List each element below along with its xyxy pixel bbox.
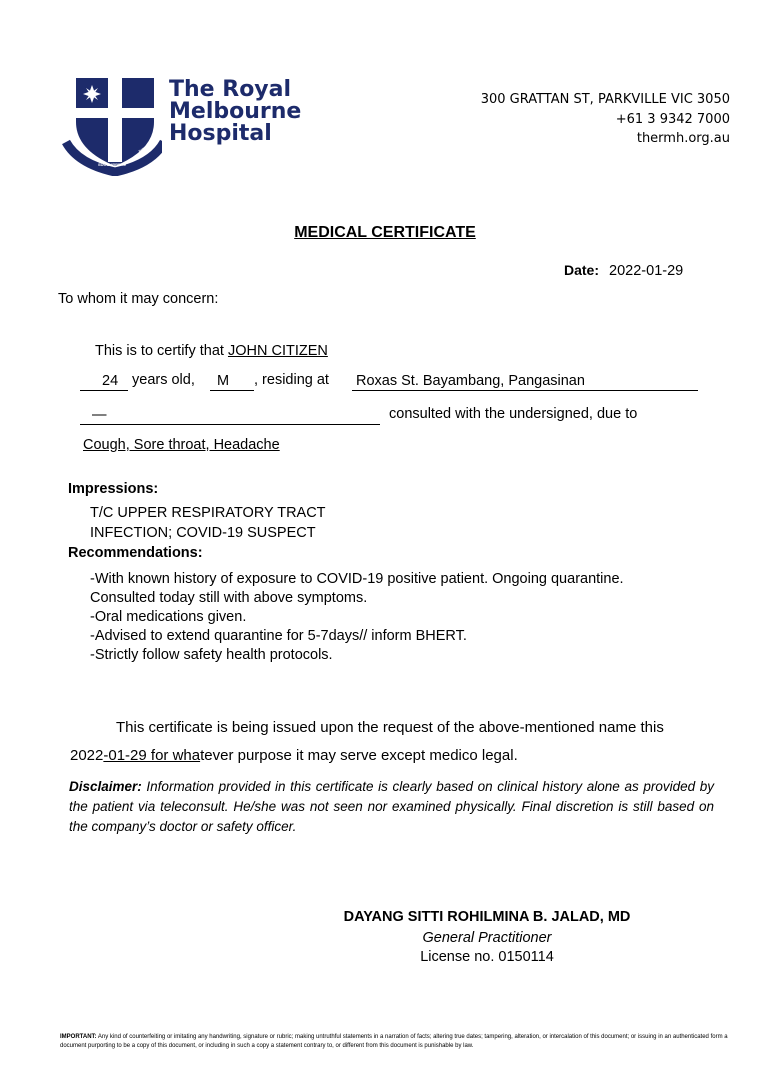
signatory-license: License no. 0150114 — [420, 949, 554, 965]
brand-line-1: The Royal — [169, 77, 292, 102]
impressions-list — [90, 504, 326, 543]
important-notice — [60, 1033, 732, 1051]
brand-line-3: Hospital — [169, 121, 272, 146]
crest-motto-right: DISCO — [137, 143, 152, 154]
crest-icon — [52, 64, 162, 176]
crest-motto-left: NEMINI — [73, 140, 89, 153]
address-field — [352, 372, 698, 391]
signatory-title: General Practitioner — [422, 930, 552, 946]
signatory-name: DAYANG SITTI ROHILMINA B. JALAD, MD — [343, 909, 631, 925]
recommendation-line: -With known history of exposure to COVID-19 positive patient. Ongoing quarantine. — [90, 571, 624, 587]
brand-line-2: Melbourne — [169, 99, 302, 124]
disclaimer-label: Disclaimer: — [69, 779, 142, 794]
address-value: Roxas St. Bayambang, Pangasinan — [356, 373, 585, 389]
sex-value: M — [217, 373, 230, 389]
recommendations-heading: Recommendations: — [68, 545, 203, 561]
consulted-text: consulted with the undersigned, due to — [389, 406, 638, 422]
patient-name: JOHN CITIZEN — [227, 343, 328, 359]
date-label: Date: — [564, 262, 600, 278]
recommendation-line: Consulted today still with above symptoms. — [90, 590, 368, 606]
complaint: Cough, Sore throat, Headache — [83, 437, 280, 453]
issuance-date-underlined: -01-29 for wha — [103, 747, 201, 764]
age-field — [80, 372, 128, 391]
certify-prefix: This is to certify that — [95, 343, 224, 359]
address-cont-field — [80, 406, 380, 425]
disclaimer-text: Information provided in this certificate is clearly based on clinical history alone as provided by the patient via teleconsult. He/she was not seen nor examined physically. Final discretion is still based on the company’s doctor or safety officer. — [69, 779, 714, 834]
impression-line: T/C UPPER RESPIRATORY TRACT — [90, 505, 326, 521]
recommendation-line: -Strictly follow safety health protocols. — [90, 647, 333, 663]
important-label: IMPORTANT: — [60, 1034, 97, 1040]
issuance-date-prefix: 2022 — [70, 747, 104, 764]
hospital-address: 300 GRATTAN ST, PARKVILLE VIC 3050 — [480, 92, 730, 107]
salutation: To whom it may concern: — [58, 291, 219, 307]
certificate-title: MEDICAL CERTIFICATE — [294, 224, 476, 241]
impressions-heading: Impressions: — [68, 481, 159, 497]
address-cont-value: — — [92, 407, 107, 423]
hospital-website: thermh.org.au — [636, 131, 730, 146]
sex-field — [210, 372, 254, 391]
hospital-logo — [52, 64, 314, 176]
impression-line: INFECTION; COVID-19 SUSPECT — [90, 525, 316, 541]
issuance-date-suffix: tever purpose it may serve except medico legal. — [200, 747, 518, 764]
date-value: 2022-01-29 — [609, 263, 684, 279]
recommendations-list — [90, 570, 624, 665]
issuance-line-1: This certificate is being issued upon the request of the above-mentioned name this — [116, 719, 664, 736]
recommendation-line: -Advised to extend quarantine for 5-7days// inform BHERT. — [90, 628, 467, 644]
crest-motto-center: SUCCURRERE — [98, 162, 127, 167]
disclaimer — [69, 777, 714, 837]
certify-line — [95, 343, 328, 359]
important-text: Any kind of counterfeiting or imitating any handwriting, signature or rubric; making untruthful statements in a narration of facts; altering true dates; tampering, alteration, or intercalation of this document; or issuing in an authenticated form a document purporting to be a copy of this document, or including in such a copy a statement contrary to, or different from this document is punishable by law. — [60, 1034, 728, 1049]
years-old-text: years old, — [132, 372, 195, 388]
issuance-line-2 — [70, 747, 518, 764]
recommendation-line: -Oral medications given. — [90, 609, 247, 625]
hospital-phone: +61 3 9342 7000 — [615, 112, 730, 127]
residing-text: , residing at — [254, 372, 329, 388]
date-row — [564, 262, 683, 279]
age-value: 24 — [102, 373, 119, 389]
